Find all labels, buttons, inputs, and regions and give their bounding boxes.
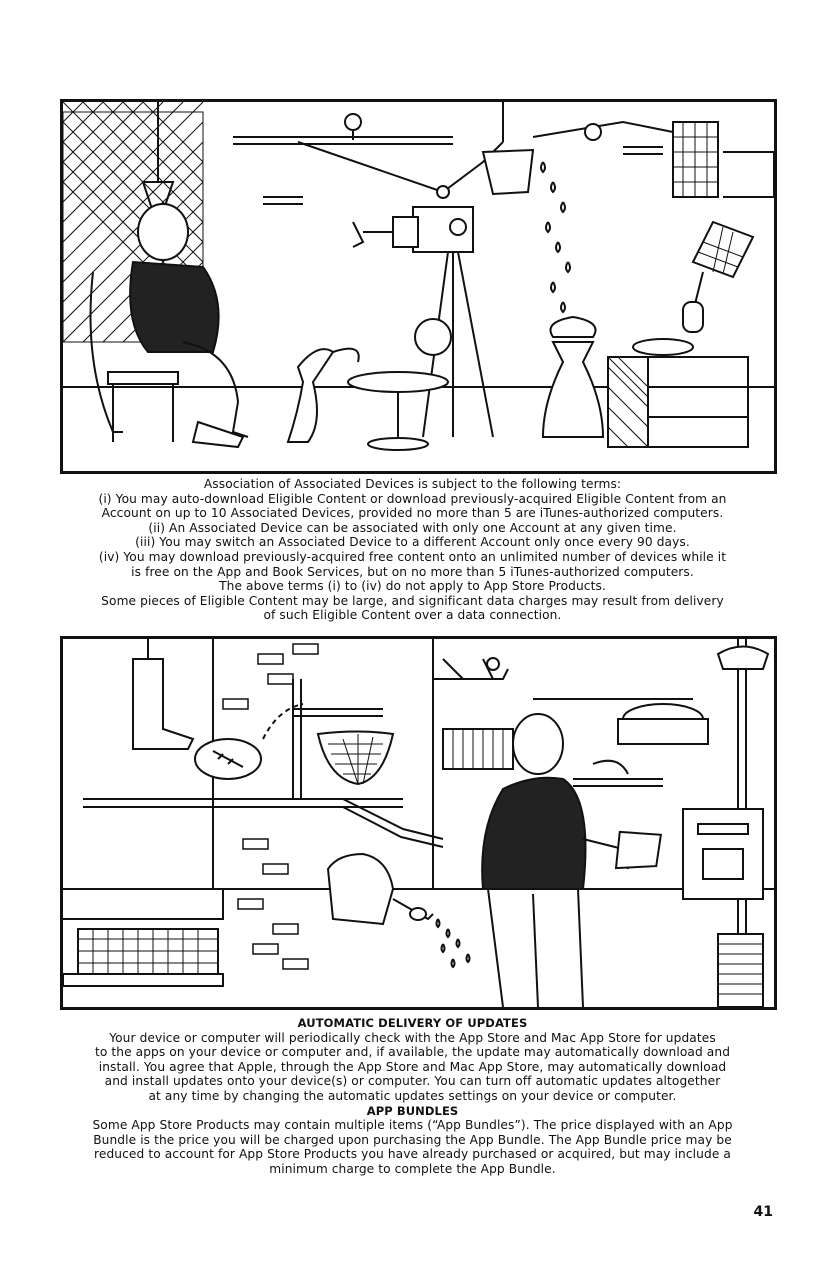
heading-app-bundles: APP BUNDLES: [366, 1103, 459, 1118]
caption-line: to the apps on your device or computer and, if available, the update may automatically download and: [94, 1045, 731, 1060]
caption-line: of such Eligible Content over a data connection.: [263, 608, 562, 623]
caption-line: Account on up to 10 Associated Devices, provided no more than 5 are iTunes-authorized computers.: [101, 506, 724, 521]
caption-line: (iv) You may download previously-acquired free content onto an unlimited number of devices while it: [98, 549, 727, 564]
illustration-inventor-camera: [63, 102, 774, 471]
illustration-inventor-plumbing: [63, 639, 774, 1007]
caption-line: (iii) You may switch an Associated Device to a different Account only once every 90 days.: [135, 535, 690, 550]
caption-line: Your device or computer will periodically check with the App Store and Mac App Store for updates: [109, 1030, 716, 1045]
caption-line: and install updates onto your device(s) or computer. You can turn off automatic updates altogether: [104, 1074, 721, 1089]
comic-panel-top: [60, 99, 777, 474]
caption-line: install. You agree that Apple, through the App Store and Mac App Store, may automatically download: [98, 1059, 727, 1074]
caption-line: Some App Store Products may contain multiple items (“App Bundles”). The price displayed with an App: [92, 1118, 733, 1133]
caption-line: (ii) An Associated Device can be associated with only one Account at any given time.: [148, 520, 677, 535]
caption-line: reduced to account for App Store Products you have already purchased or acquired, but may include a: [94, 1147, 731, 1162]
heading-automatic-delivery: AUTOMATIC DELIVERY OF UPDATES: [297, 1016, 528, 1030]
caption-line: at any time by changing the automatic updates settings on your device or computer.: [148, 1088, 677, 1103]
caption-line: (i) You may auto-download Eligible Content or download previously-acquired Eligible Content from an: [98, 491, 727, 506]
caption-associated-devices: [40, 477, 785, 623]
comic-panel-bottom: [60, 636, 777, 1010]
caption-line: Some pieces of Eligible Content may be large, and significant data charges may result from delivery: [101, 593, 724, 608]
caption-line: Bundle is the price you will be charged upon purchasing the App Bundle. The App Bundle price may be: [93, 1132, 732, 1147]
caption-line: Association of Associated Devices is subject to the following terms:: [203, 477, 622, 491]
caption-line: minimum charge to complete the App Bundle.: [269, 1161, 556, 1176]
caption-line: is free on the App and Book Services, but on no more than 5 iTunes-authorized computers.: [131, 564, 694, 579]
caption-line: The above terms (i) to (iv) do not apply to App Store Products.: [219, 579, 606, 594]
page-number: 41: [753, 1204, 773, 1220]
caption-updates-bundles: [40, 1016, 785, 1177]
